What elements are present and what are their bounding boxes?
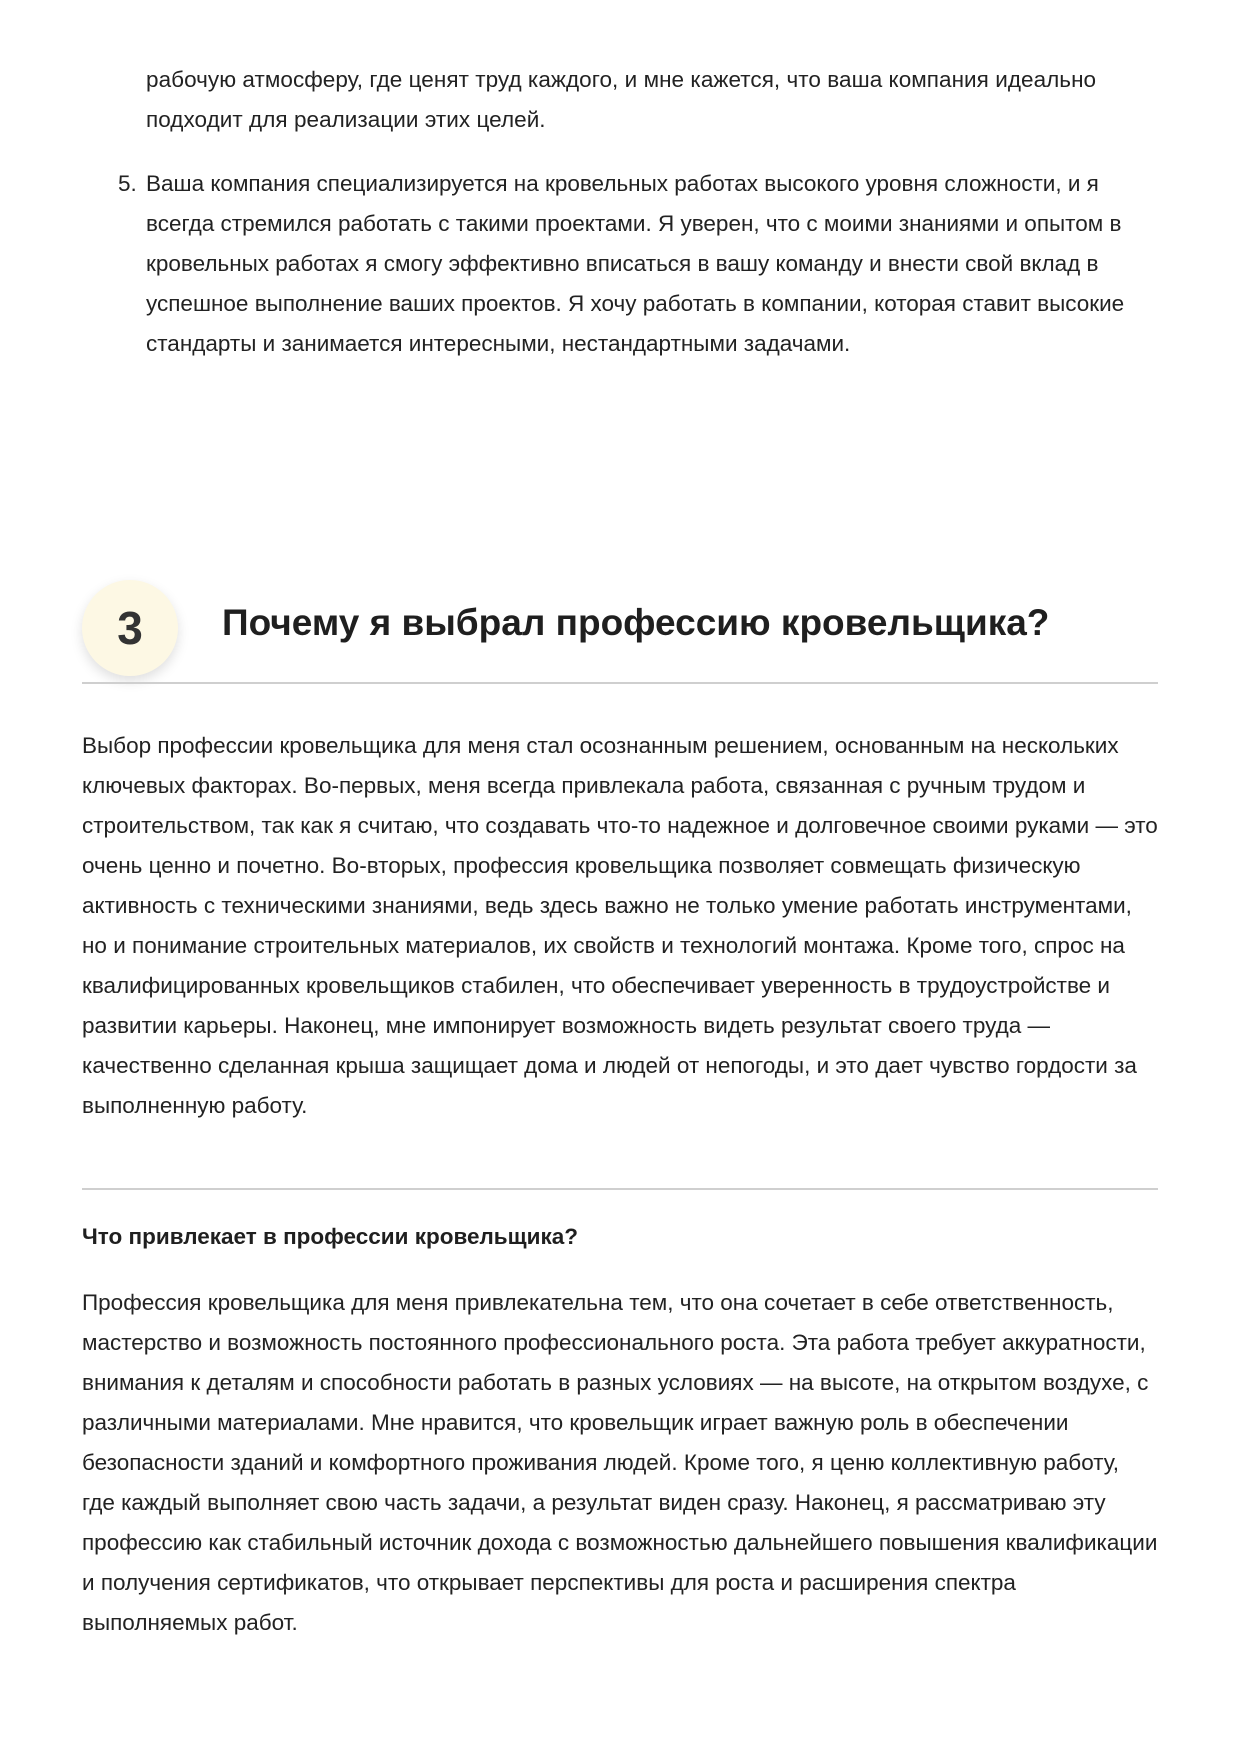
section-header — [82, 580, 1158, 684]
section-number-badge: 3 — [82, 580, 178, 676]
list-item-5 — [118, 164, 1158, 364]
list-item-continuation-text: рабочую атмосферу, где ценят труд каждого, и мне кажется, что ваша компания идеально подходит для реализации этих целей. — [146, 67, 1097, 132]
list-item-continuation — [146, 60, 1156, 140]
subsection-title: Что привлекает в профессии кровельщика? — [82, 1224, 578, 1249]
list-item-number: 5. — [118, 171, 137, 196]
section-title: Почему я выбрал профессию кровельщика? — [222, 602, 1050, 643]
subsection-paragraph: Профессия кровельщика для меня привлекательна тем, что она сочетает в себе ответственность, мастерство и возможность постоянного профессионального роста. Эта работа требует аккуратности, внимания к деталям и способности работать в разных условиях — на высоте, на открытом воздухе, с различными материалами. Мне нравится, что кровельщик играет важную роль в обеспечении безопасности зданий и комфортного проживания людей. Кроме того, я ценю коллективную работу, где каждый выполняет свою часть задачи, а результат виден сразу. Наконец, я рассматриваю эту профессию как стабильный источник дохода с возможностью дальнейшего повышения квалификации и получения сертификатов, что открывает перспективы для роста и расширения спектра выполняемых работ. — [82, 1290, 1158, 1635]
section-divider — [82, 682, 1158, 684]
list-item-text: Ваша компания специализируется на кровельных работах высокого уровня сложности, и я всегда стремился работать с такими проектами. Я уверен, что с моими знаниями и опытом в кровельных работах я смогу эффективно вписаться в вашу команду и внести свой вклад в успешное выполнение ваших проектов. Я хочу работать в компании, которая ставит высокие стандарты и занимается интересными, нестандартными задачами. — [146, 171, 1125, 356]
paragraph-divider — [82, 1188, 1158, 1190]
section-paragraph: Выбор профессии кровельщика для меня стал осознанным решением, основанным на нескольких ключевых факторах. Во-первых, меня всегда привлекала работа, связанная с ручным трудом и строительством, так как я считаю, что создавать что-то надежное и долговечное своими руками — это очень ценно и почетно. Во-вторых, профессия кровельщика позволяет совмещать физическую активность с техническими знаниями, ведь здесь важно не только умение работать инструментами, но и понимание строительных материалов, их свойств и технологий монтажа. Кроме того, спрос на квалифицированных кровельщиков стабилен, что обеспечивает уверенность в трудоустройстве и развитии карьеры. Наконец, мне импонирует возможность видеть результат своего труда — качественно сделанная крыша защищает дома и людей от непогоды, и это дает чувство гордости за выполненную работу. — [82, 733, 1158, 1118]
